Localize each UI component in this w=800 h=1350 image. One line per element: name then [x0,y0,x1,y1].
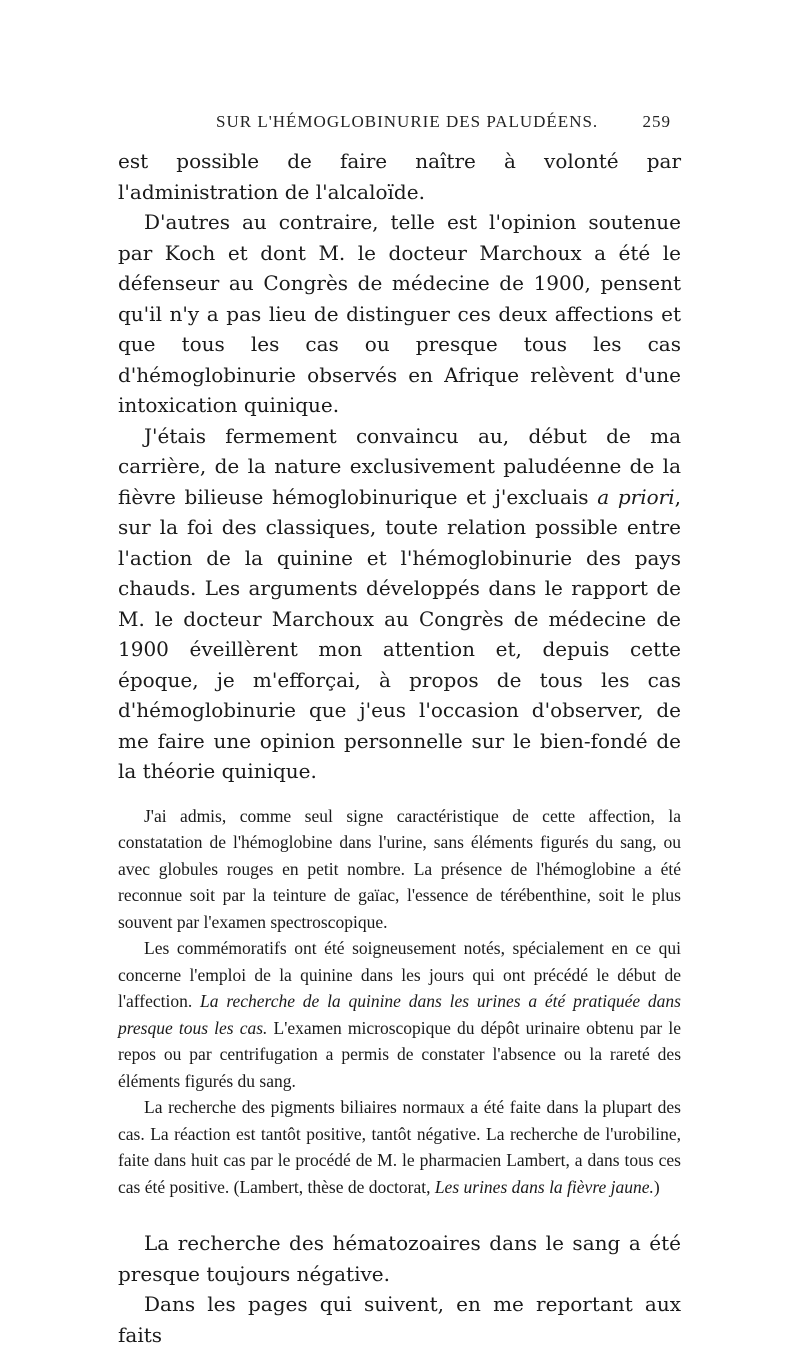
paragraph-text: L'examen microscopique du dépôt urinaire obtenu par le repos ou par centrifugation a permis de constater l'absence ou la rareté des éléments figurés du sang. [118,1017,681,1091]
paragraph-text: ) [653,1176,660,1197]
paragraph-koch-opinion: D'autres au contraire, telle est l'opinion soutenue par Koch et dont M. le docteur Marchoux a été le défenseur au Congrès de médecine de 1900, pensent qu'il n'y a pas lieu de distinguer ces deux affections et que tous les cas ou presque tous les cas d'hémoglobinurie observés en Afrique relèvent d'une intoxication quinique. [118,210,681,417]
page-number: 259 [642,112,671,131]
paragraph-continuation: est possible de faire naître à volonté par l'administration de l'alcaloïde. [118,149,681,204]
paragraph-author-conviction [118,421,681,787]
italic-phrase: Les urines dans la fièvre jaune. [434,1176,654,1197]
italic-phrase: a priori [597,484,675,509]
paragraph-bile-pigments [118,1094,681,1200]
paragraph-commemoratifs [118,935,681,1094]
paragraph-text: J'étais fermement convaincu au, début de ma carrière, de la nature exclusivement paludéenne de la fièvre bilieuse hémoglobinurique et j'excluais [118,423,681,509]
page-header [118,112,681,146]
paragraph-diagnostic-sign: J'ai admis, comme seul signe caractéristique de cette affection, la constatation de l'hémoglobine dans l'urine, sans éléments figurés du sang, ou avec globules rouges en petit nombre. La présence de l'hémoglobine a été reconnue soit par la teinture de gaïac, l'essence de térébenthine, soit le plus souvent par l'examen spectroscopique. [118,805,681,932]
paragraph-following-pages: Dans les pages qui suivent, en me reportant aux faits [118,1292,681,1347]
running-title: SUR L'HÉMOGLOBINURIE DES PALUDÉENS. [216,112,599,131]
paragraph-text: , sur la foi des classiques, toute relation possible entre l'action de la quinine et l'hémoglobinurie des pays chauds. Les arguments développés dans le rapport de M. le docteur Marchoux au Congrès de médecine de 1900 éveillèrent mon attention et, depuis cette époque, je m'efforçai, à propos de tous les cas d'hémoglobinurie que j'eus l'occasion d'observer, de me faire une opinion personnelle sur le bien-fondé de la théorie quinique. [118,484,681,783]
italic-phrase: La recherche de la quinine dans les urines a été pratiquée dans presque tous les cas. [118,991,681,1038]
paragraph-hematozoa: La recherche des hématozoaires dans le sang a été presque toujours négative. [118,1231,681,1286]
book-page [118,112,681,1350]
paragraph-text: Les commémoratifs ont été soigneusement notés, spécialement en ce qui concerne l'emploi de la quinine dans les jours qui ont précédé le début de l'affection. [118,938,681,1011]
paragraph-text: La recherche des pigments biliaires normaux a été faite dans la plupart des cas. La réaction est tantôt positive, tantôt négative. La recherche de l'urobiline, faite dans huit cas par le procédé de M. le pharmacien Lambert, a dans tous ces cas été positive. (Lambert, thèse de doctorat, [118,1097,681,1197]
